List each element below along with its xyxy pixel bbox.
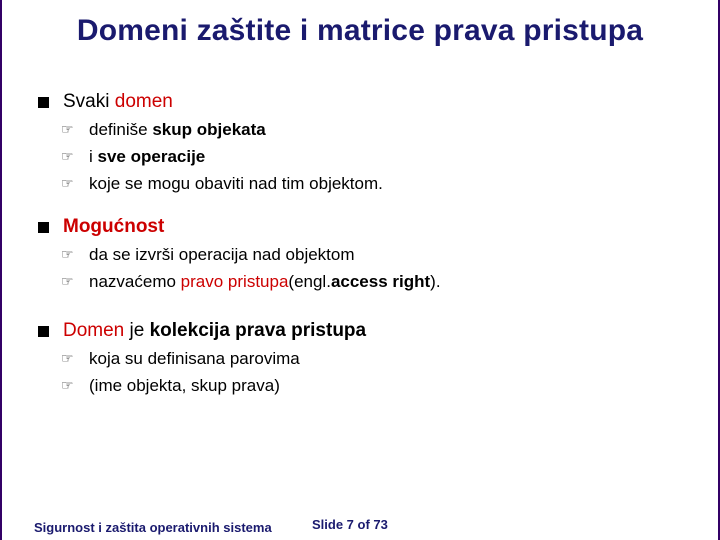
- sub-bold: access right: [330, 271, 431, 291]
- left-border: [0, 0, 2, 540]
- sub-item: [61, 268, 698, 295]
- sub-bold: sve operacije: [97, 146, 206, 166]
- footer-slide-number: Slide 7 of 73: [312, 517, 388, 532]
- pointing-hand-icon: ☞: [61, 377, 74, 393]
- square-bullet-icon: [38, 326, 49, 337]
- bullet-highlight: Domen: [63, 320, 125, 341]
- sub-item: [61, 372, 698, 399]
- sub-text: da se izvrši operacija nad objektom: [89, 244, 355, 264]
- bullet-text-prefix: Svaki: [63, 91, 110, 112]
- pointing-hand-icon: ☞: [61, 148, 74, 164]
- bullet-domen-kolekcija: [38, 317, 698, 345]
- sub-text: i: [89, 146, 93, 166]
- square-bullet-icon: [38, 97, 49, 108]
- sub-text: (engl.: [288, 271, 331, 291]
- sub-bold: skup objekata: [152, 119, 266, 139]
- pointing-hand-icon: ☞: [61, 121, 74, 137]
- sub-text: definiše: [89, 119, 148, 139]
- footer-course-title: Sigurnost i zaštita operativnih sistema: [34, 520, 272, 535]
- sub-text: koje se mogu obaviti nad tim objektom.: [89, 173, 383, 193]
- sub-item: [61, 116, 698, 143]
- sub-text: ).: [430, 271, 441, 291]
- sub-text: koja su definisana parovima: [89, 348, 300, 368]
- bullet-highlight: domen: [114, 91, 173, 112]
- sub-item: [61, 241, 698, 268]
- slide-body: [38, 88, 698, 399]
- pointing-hand-icon: ☞: [61, 350, 74, 366]
- sub-text: nazvaćemo: [89, 271, 176, 291]
- sub-text: (ime objekta, skup prava): [89, 375, 280, 395]
- bullet-highlight: Mogućnost: [63, 216, 165, 237]
- sub-highlight: pravo pristupa: [180, 271, 289, 291]
- pointing-hand-icon: ☞: [61, 246, 74, 262]
- pointing-hand-icon: ☞: [61, 175, 74, 191]
- bullet-bold: kolekcija prava pristupa: [149, 320, 367, 341]
- bullet-text: je: [124, 320, 150, 341]
- pointing-hand-icon: ☞: [61, 273, 74, 289]
- bullet-svaki-domen: [38, 88, 698, 116]
- bullet-mogucnost: [38, 213, 698, 241]
- sub-item: [61, 170, 698, 197]
- sub-item: [61, 345, 698, 372]
- sub-item: [61, 143, 698, 170]
- slide-title: Domeni zaštite i matrice prava pristupa: [76, 14, 644, 47]
- square-bullet-icon: [38, 222, 49, 233]
